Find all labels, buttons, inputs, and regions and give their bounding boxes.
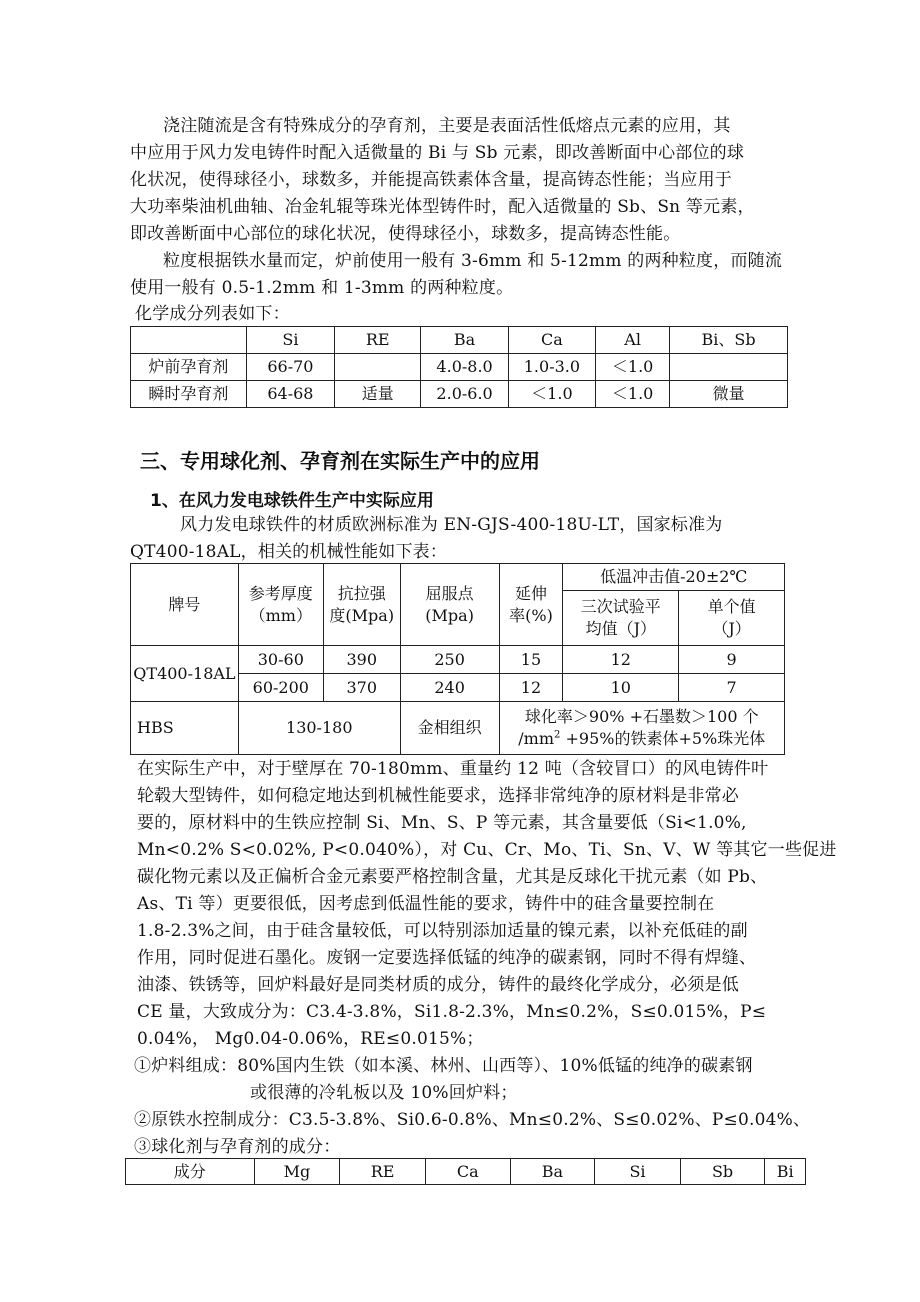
table-header-cell: Mg <box>254 1159 340 1185</box>
table-cell: 微量 <box>670 381 788 408</box>
table-header-cell: RE <box>335 327 421 354</box>
microstructure-detail: +95%的铁素体+5%珠光体 <box>560 729 766 748</box>
table-cell: 1.0-3.0 <box>508 354 595 381</box>
intro-p2-line2: 使用一般有 0.5-1.2mm 和 1-3mm 的两种粒度。 <box>130 278 514 298</box>
body-line: 作用，同时促进石墨化。废钢一定要选择低锰的纯净的碳素钢，同时不得有焊缝、 <box>137 948 757 968</box>
mechanical-properties-table <box>130 563 785 755</box>
intro-p1-line1: 浇注随流是含有特殊成分的孕育剂，主要是表面活性低熔点元素的应用，其 <box>163 116 731 136</box>
body-line: 0.04%， Mg0.04-0.06%，RE≤0.015%； <box>137 1029 484 1049</box>
table-row <box>131 702 785 755</box>
microstructure-line2 <box>502 728 782 750</box>
section3-p1-line1: 风力发电球铁件的材质欧洲标准为 EN-GJS-400-18U-LT，国家标准为 <box>180 515 723 535</box>
microstructure-label: 金相组织 <box>400 702 499 755</box>
nodulizer-composition-table <box>125 1158 806 1185</box>
impact-average-header-line1: 三次试验平 <box>580 597 661 616</box>
subsection-title: 1、在风力发电球铁件生产中实际应用 <box>150 491 434 511</box>
table-header-cell: Ca <box>508 327 595 354</box>
thickness-header <box>238 564 323 646</box>
tensile-header-line1: 抗拉强 <box>337 583 386 603</box>
intro-p1-line2: 中应用于风力发电铸件时配入适微量的 Bi 与 Sb 元素，即改善断面中心部位的球 <box>130 143 745 163</box>
microstructure-value <box>499 702 784 755</box>
table-cell: 9 <box>679 646 785 674</box>
table-header-cell: 成分 <box>126 1159 255 1185</box>
table-header-row <box>131 327 788 354</box>
thickness-header-line2: （mm） <box>249 605 312 625</box>
yield-header <box>400 564 499 646</box>
body-line: 在实际生产中，对于壁厚在 70-180mm、重量约 12 吨（含较冒口）的风电铸件叶 <box>137 759 769 779</box>
body-line: CE 量，大致成分为：C3.4-3.8%，Si1.8-2.3%，Mn≤0.2%，S≤0.015%，P≤ <box>137 1002 767 1022</box>
table-cell: 66-70 <box>246 354 334 381</box>
tensile-header-line2: 度(Mpa) <box>329 605 395 625</box>
table-cell: 炉前孕育剂 <box>131 354 247 381</box>
impact-average-header <box>563 591 679 646</box>
table-cell: ＜1.0 <box>596 381 670 408</box>
intro-p1-line3: 化状况，使得球径小，球数多，并能提高铁素体含量，提高铸态性能；当应用于 <box>130 170 732 190</box>
table-cell: 4.0-8.0 <box>421 354 508 381</box>
body-line: Mn<0.2% S<0.02%, P<0.040%），对 Cu、Cr、Mo、Ti、Sn、V、W 等其它一些促进 <box>137 840 837 860</box>
impact-single-header-line2: （J） <box>712 619 751 638</box>
elongation-header-line2: 率(%) <box>509 605 553 625</box>
table-header-cell: RE <box>340 1159 426 1185</box>
inoculant-composition-table <box>130 326 788 408</box>
table-cell: 60-200 <box>238 674 323 702</box>
microstructure-line1: 球化率＞90% +石墨数＞100 个 <box>524 707 759 726</box>
section3-p1-line2: QT400-18AL，相关的机械性能如下表： <box>130 542 448 562</box>
hbs-value: 130-180 <box>238 702 400 755</box>
table-row <box>131 354 788 381</box>
body-line: 轮毂大型铸件，如何稳定地达到机械性能要求，选择非常纯净的原材料是非常必 <box>137 786 739 806</box>
table-cell <box>670 354 788 381</box>
table-header-cell: Al <box>596 327 670 354</box>
tensile-header <box>323 564 400 646</box>
table-cell: ＜1.0 <box>596 354 670 381</box>
body-line: 要的，原材料中的生铁应控制 Si、Mn、S、P 等元素，其含量要低（Si<1.0%, <box>137 813 747 833</box>
table-cell: 10 <box>563 674 679 702</box>
grade-cell: QT400-18AL <box>131 646 239 702</box>
body-line: As、Ti 等）更要很低，因考虑到低温性能的要求，铸件中的硅含量要控制在 <box>137 894 715 914</box>
hbs-label: HBS <box>131 702 239 755</box>
table-header-cell: Ba <box>421 327 508 354</box>
impact-average-header-line2: 均值（J） <box>585 619 656 638</box>
table-cell: 7 <box>679 674 785 702</box>
table-header-row <box>126 1159 806 1185</box>
thickness-header-line1: 参考厚度 <box>248 583 313 603</box>
table-cell: ＜1.0 <box>508 381 595 408</box>
table-cell: 2.0-6.0 <box>421 381 508 408</box>
table-cell: 15 <box>499 646 563 674</box>
intro-p1-line5: 即改善断面中心部位的球化状况，使得球径小，球数多，提高铸态性能。 <box>130 224 681 244</box>
yield-header-line2: (Mpa) <box>425 605 474 625</box>
table-cell: 12 <box>499 674 563 702</box>
yield-header-line1: 屈服点 <box>425 583 474 603</box>
table-row <box>131 646 785 674</box>
table-cell: 370 <box>323 674 400 702</box>
body-line: 碳化物元素以及正偏析合金元素要严格控制含量，尤其是反球化干扰元素（如 Pb、 <box>137 867 768 887</box>
table-header-cell <box>131 327 247 354</box>
item-2: ②原铁水控制成分：C3.5-3.8%、Si0.6-0.8%、Mn≤0.2%、S≤0.02%、P≤0.04%、 <box>134 1110 811 1130</box>
microstructure-unit: /mm <box>518 729 555 748</box>
table-header-cell: Ba <box>510 1159 595 1185</box>
item-1-line2: 或很薄的冷轧板以及 10%回炉料； <box>250 1083 518 1103</box>
table-header-cell: Sb <box>680 1159 765 1185</box>
elongation-header <box>499 564 563 646</box>
table-cell: 64-68 <box>246 381 334 408</box>
table-cell: 30-60 <box>238 646 323 674</box>
item-3: ③球化剂与孕育剂的成分： <box>134 1137 341 1157</box>
microstructure-unit-exponent: 2 <box>554 729 561 741</box>
table-cell <box>335 354 421 381</box>
table-cell: 250 <box>400 646 499 674</box>
impact-header: 低温冲击值-20±2℃ <box>563 564 785 591</box>
table-cell: 240 <box>400 674 499 702</box>
table-header-cell: Si <box>246 327 334 354</box>
table-header-cell: Bi <box>765 1159 806 1185</box>
body-line: 油漆、铁锈等，回炉料最好是同类材质的成分，铸件的最终化学成分，必须是低 <box>137 975 739 995</box>
table-cell: 390 <box>323 646 400 674</box>
table-cell: 适量 <box>335 381 421 408</box>
table-header-cell: Si <box>595 1159 681 1185</box>
impact-single-header-line1: 单个值 <box>707 597 756 616</box>
table-header-cell: Bi、Sb <box>670 327 788 354</box>
table-cell: 瞬时孕育剂 <box>131 381 247 408</box>
elongation-header-line1: 延伸 <box>514 583 547 603</box>
intro-p2-line1: 粒度根据铁水量而定，炉前使用一般有 3-6mm 和 5-12mm 的两种粒度，而随流 <box>163 251 783 271</box>
impact-single-header <box>679 591 785 646</box>
section-title: 三、专用球化剂、孕育剂在实际生产中的应用 <box>140 449 540 473</box>
body-line: 1.8-2.3%之间，由于硅含量较低，可以特别添加适量的镍元素，以补充低硅的副 <box>137 921 748 941</box>
grade-header: 牌号 <box>131 564 239 646</box>
table-cell: 12 <box>563 646 679 674</box>
item-1-line1: ①炉料组成：80%国内生铁（如本溪、林州、山西等）、10%低锰的纯净的碳素钢 <box>134 1056 753 1076</box>
table-header-cell: Ca <box>425 1159 510 1185</box>
intro-p1-line4: 大功率柴油机曲轴、冶金轧辊等珠光体型铸件时，配入适微量的 Sb、Sn 等元素， <box>130 197 755 217</box>
table-caption: 化学成分列表如下： <box>135 304 290 324</box>
table-row <box>131 381 788 408</box>
